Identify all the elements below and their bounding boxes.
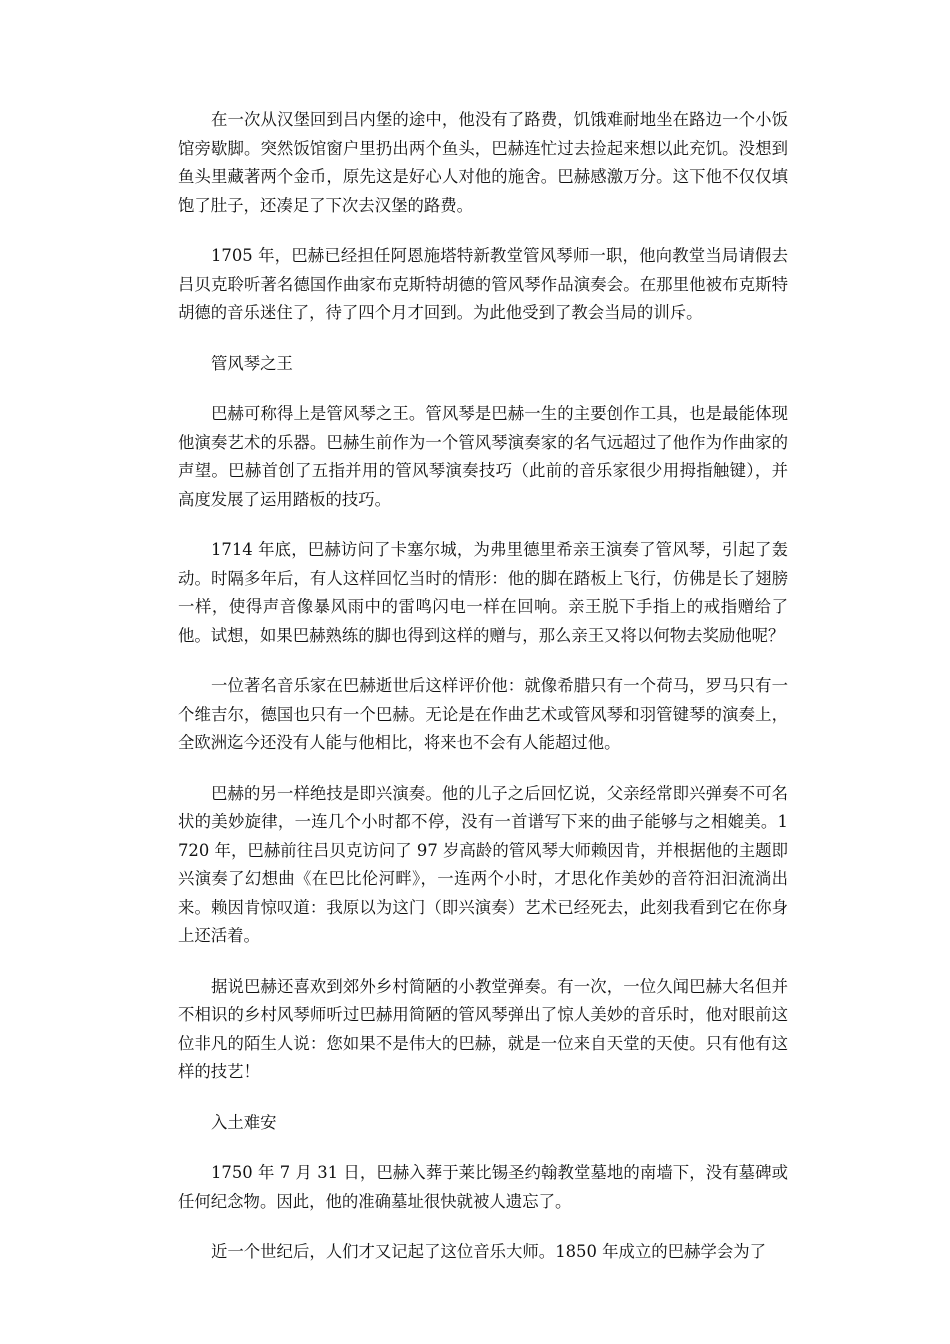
paragraph: 巴赫可称得上是管风琴之王。管风琴是巴赫一生的主要创作工具，也是最能体现他演奏艺术的乐器。巴赫生前作为一个管风琴演奏家的名气远超过了他作为作曲家的声望。巴赫首创了五指并用的管风琴演奏技巧（此前的音乐家很少用拇指触键），并高度发展了运用踏板的技巧。 bbox=[178, 404, 788, 509]
paragraph: 1714 年底，巴赫访问了卡塞尔城，为弗里德里希亲王演奏了管风琴，引起了轰动。时隔多年后，有人这样回忆当时的情形：他的脚在踏板上飞行，仿佛是长了翅膀一样，使得声音像暴风雨中的雷鸣闪电一样在回响。亲王脱下手指上的戒指赠给了他。试想，如果巴赫熟练的脚也得到这样的赠与，那么亲王又将以何物去奖励他呢？ bbox=[178, 540, 788, 645]
section-heading: 入土难安 bbox=[211, 1112, 277, 1132]
paragraph: 在一次从汉堡回到吕内堡的途中，他没有了路费，饥饿难耐地坐在路边一个小饭馆旁歇脚。突然饭馆窗户里扔出两个鱼头，巴赫连忙过去捡起来想以此充饥。没想到鱼头里藏著两个金币，原先这是好心人对他的施舍。巴赫感激万分。这下他不仅仅填饱了肚子，还凑足了下次去汉堡的路费。 bbox=[178, 110, 788, 215]
document-body bbox=[178, 106, 788, 1289]
paragraph: 1705 年，巴赫已经担任阿恩施塔特新教堂管风琴师一职，他向教堂当局请假去吕贝克聆听著名德国作曲家布克斯特胡德的管风琴作品演奏会。在那里他被布克斯特胡德的音乐迷住了，待了四个月才回到。为此他受到了教会当局的训斥。 bbox=[178, 246, 788, 322]
section-heading: 管风琴之王 bbox=[211, 353, 293, 373]
paragraph: 巴赫的另一样绝技是即兴演奏。他的儿子之后回忆说，父亲经常即兴弹奏不可名状的美妙旋律，一连几个小时都不停，没有一首谱写下来的曲子能够与之相媲美。1720 年，巴赫前往吕贝克访问了 97 岁高龄的管风琴大师赖因肯，并根据他的主题即兴演奏了幻想曲《在巴比伦河畔》，一连两个小时，才思化作美妙的音符汩汩流淌出来。赖因肯惊叹道：我原以为这门（即兴演奏）艺术已经死去，此刻我看到它在你身上还活着。 bbox=[178, 783, 788, 945]
paragraph: 据说巴赫还喜欢到郊外乡村简陋的小教堂弹奏。有一次，一位久闻巴赫大名但并不相识的乡村风琴师听过巴赫用简陋的管风琴弹出了惊人美妙的音乐时，他对眼前这位非凡的陌生人说：您如果不是伟大的巴赫，就是一位来自天堂的天使。只有他有这样的技艺！ bbox=[178, 976, 788, 1081]
paragraph: 1750 年 7 月 31 日，巴赫入葬于莱比锡圣约翰教堂墓地的南墙下，没有墓碑或任何纪念物。因此，他的准确墓址很快就被人遗忘了。 bbox=[178, 1163, 788, 1211]
paragraph: 一位著名音乐家在巴赫逝世后这样评价他：就像希腊只有一个荷马，罗马只有一个维吉尔，德国也只有一个巴赫。无论是在作曲艺术或管风琴和羽管键琴的演奏上，全欧洲迄今还没有人能与他相比，将来也不会有人能超过他。 bbox=[178, 676, 788, 752]
paragraph: 近一个世纪后，人们才又记起了这位音乐大师。1850 年成立的巴赫学会为了 bbox=[211, 1242, 767, 1261]
